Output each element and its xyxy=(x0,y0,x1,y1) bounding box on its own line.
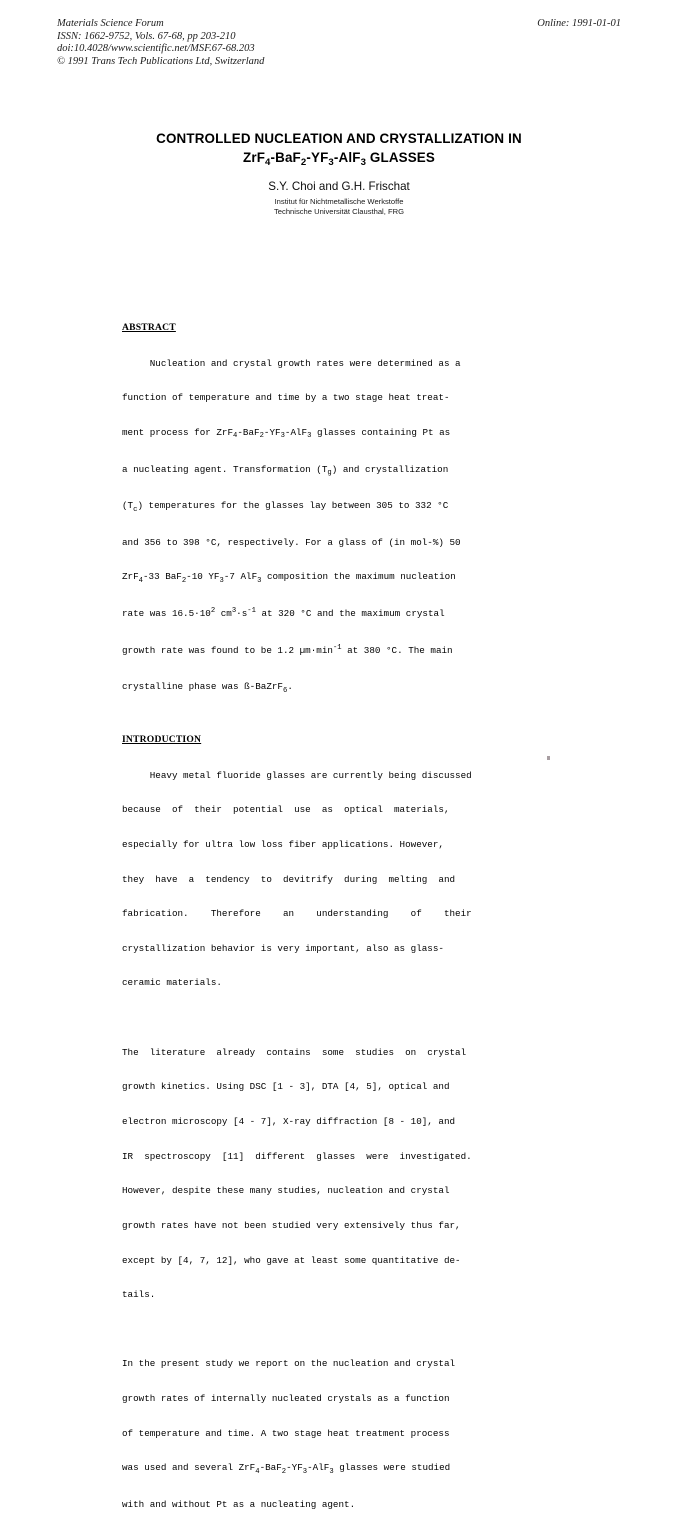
issn-line: ISSN: 1662-9752, Vols. 67-68, pp 203-210 xyxy=(57,30,236,42)
body-line: except by [4, 7, 12], who gave at least some quantitative de- xyxy=(122,1254,461,1266)
body-line: growth kinetics. Using DSC [1 - 3], DTA [4, 5], optical and xyxy=(122,1081,450,1093)
body-line: electron microscopy [4 - 7], X-ray diffraction [8 - 10], and xyxy=(122,1116,456,1127)
abstract-heading: ABSTRACT xyxy=(122,322,176,333)
page-title xyxy=(60,130,618,169)
body-column xyxy=(122,322,532,1534)
introduction-heading: INTRODUCTION xyxy=(122,734,202,745)
body-line: growth rates of internally nucleated crystals as a function xyxy=(122,1393,450,1405)
body-line: crystallization behavior is very important, also as glass- xyxy=(122,942,444,954)
body-line: However, despite these many studies, nucleation and crystal xyxy=(122,1185,450,1197)
body-line: they have a tendency to devitrify during melting and xyxy=(122,873,456,885)
body-line: In the present study we report on the nucleation and crystal xyxy=(122,1358,456,1370)
affiliation-block xyxy=(60,197,618,216)
abstract-text xyxy=(122,335,532,719)
title-line-1: CONTROLLED NUCLEATION AND CRYSTALLIZATION IN xyxy=(156,131,522,146)
copyright-line: © 1991 Trans Tech Publications Ltd, Switzerland xyxy=(57,55,265,67)
body-line: IR spectroscopy [11] different glasses were investigated. xyxy=(122,1150,472,1162)
body-line: with and without Pt as a nucleating agent. xyxy=(122,1499,356,1511)
section-spacer xyxy=(122,718,532,734)
affiliation-line-2: Technische Universität Clausthal, FRG xyxy=(274,206,404,216)
body-line: fabrication. Therefore an understanding of their xyxy=(122,908,472,920)
abstract-line: a nucleating agent. Transformation $(T_g)$ and crystallization xyxy=(122,463,449,478)
abstract-line: crystalline phase was ß-BaZrF$_6$. xyxy=(122,681,293,695)
abstract-line: ZrF$_4$-33 BaF$_2$-10 $YF_3-7$ AlF$_3$ composition the maximum nucleation xyxy=(122,571,456,586)
abstract-line: and 356 to 398 °C, respectively. For a glass of (in mol-%) 50 xyxy=(122,536,461,548)
abstract-line: ment process for $ZrF_4-BaF_2-YF_3-AlF_3$ glasses containing Pt as xyxy=(122,426,451,441)
publisher-masthead xyxy=(57,18,621,76)
abstract-line: rate was $16.5\cdot 10^2$ $cm^3\cdot s^{-1}$ at 320 °C and the maximum crystal xyxy=(122,606,445,620)
abstract-line: growth rate was found to be 1.2 $\mu m\cdot\min^{-1}$ at 380 °C. The main xyxy=(122,643,453,656)
body-line: especially for ultra low loss fiber applications. However, xyxy=(122,838,444,850)
journal-name: Materials Science Forum xyxy=(57,18,164,29)
scan-artifact-speck xyxy=(547,756,550,760)
body-line: was used and several $ZrF_4-BaF_2-YF_3-AlF_3$ glasses were studied xyxy=(122,1462,451,1476)
paragraph-spacer xyxy=(122,1324,532,1336)
doi-line: doi:10.4028/www.scientific.net/MSF.67-68.203 xyxy=(57,43,255,55)
body-line: growth rates have not been studied very extensively thus far, xyxy=(122,1219,461,1231)
body-line: ceramic materials. xyxy=(122,977,222,989)
masthead-left-block xyxy=(57,18,264,68)
body-line: Heavy metal fluoride glasses are currently being discussed xyxy=(122,769,472,781)
introduction-paragraph-2 xyxy=(122,1024,532,1324)
abstract-line: $(T_c)$ temperatures for the glasses lay between 305 to 332 °C xyxy=(122,500,449,514)
introduction-paragraph-3 xyxy=(122,1335,532,1533)
introduction-paragraph-1 xyxy=(122,747,532,1013)
body-line: The literature already contains some studies on crystal xyxy=(122,1046,467,1058)
title-line-2: $ZrF_4-BaF_2-YF_3-AlF_3$ GLASSES xyxy=(243,149,435,168)
title-block xyxy=(60,130,618,169)
online-date: Online: 1991-01-01 xyxy=(537,18,621,29)
abstract-line: function of temperature and time by a two stage heat treat- xyxy=(122,392,450,404)
author-names: S.Y. Choi and G.H. Frischat xyxy=(268,180,410,193)
paragraph-spacer xyxy=(122,1012,532,1024)
abstract-line: Nucleation and crystal growth rates were determined as a xyxy=(122,357,461,369)
body-line: because of their potential use as optical materials, xyxy=(122,804,450,816)
body-line: of temperature and time. A two stage heat treatment process xyxy=(122,1427,450,1439)
body-line: tails. xyxy=(122,1289,156,1301)
affiliation-line-1: Institut für Nichtmetallische Werkstoffe xyxy=(274,197,404,206)
